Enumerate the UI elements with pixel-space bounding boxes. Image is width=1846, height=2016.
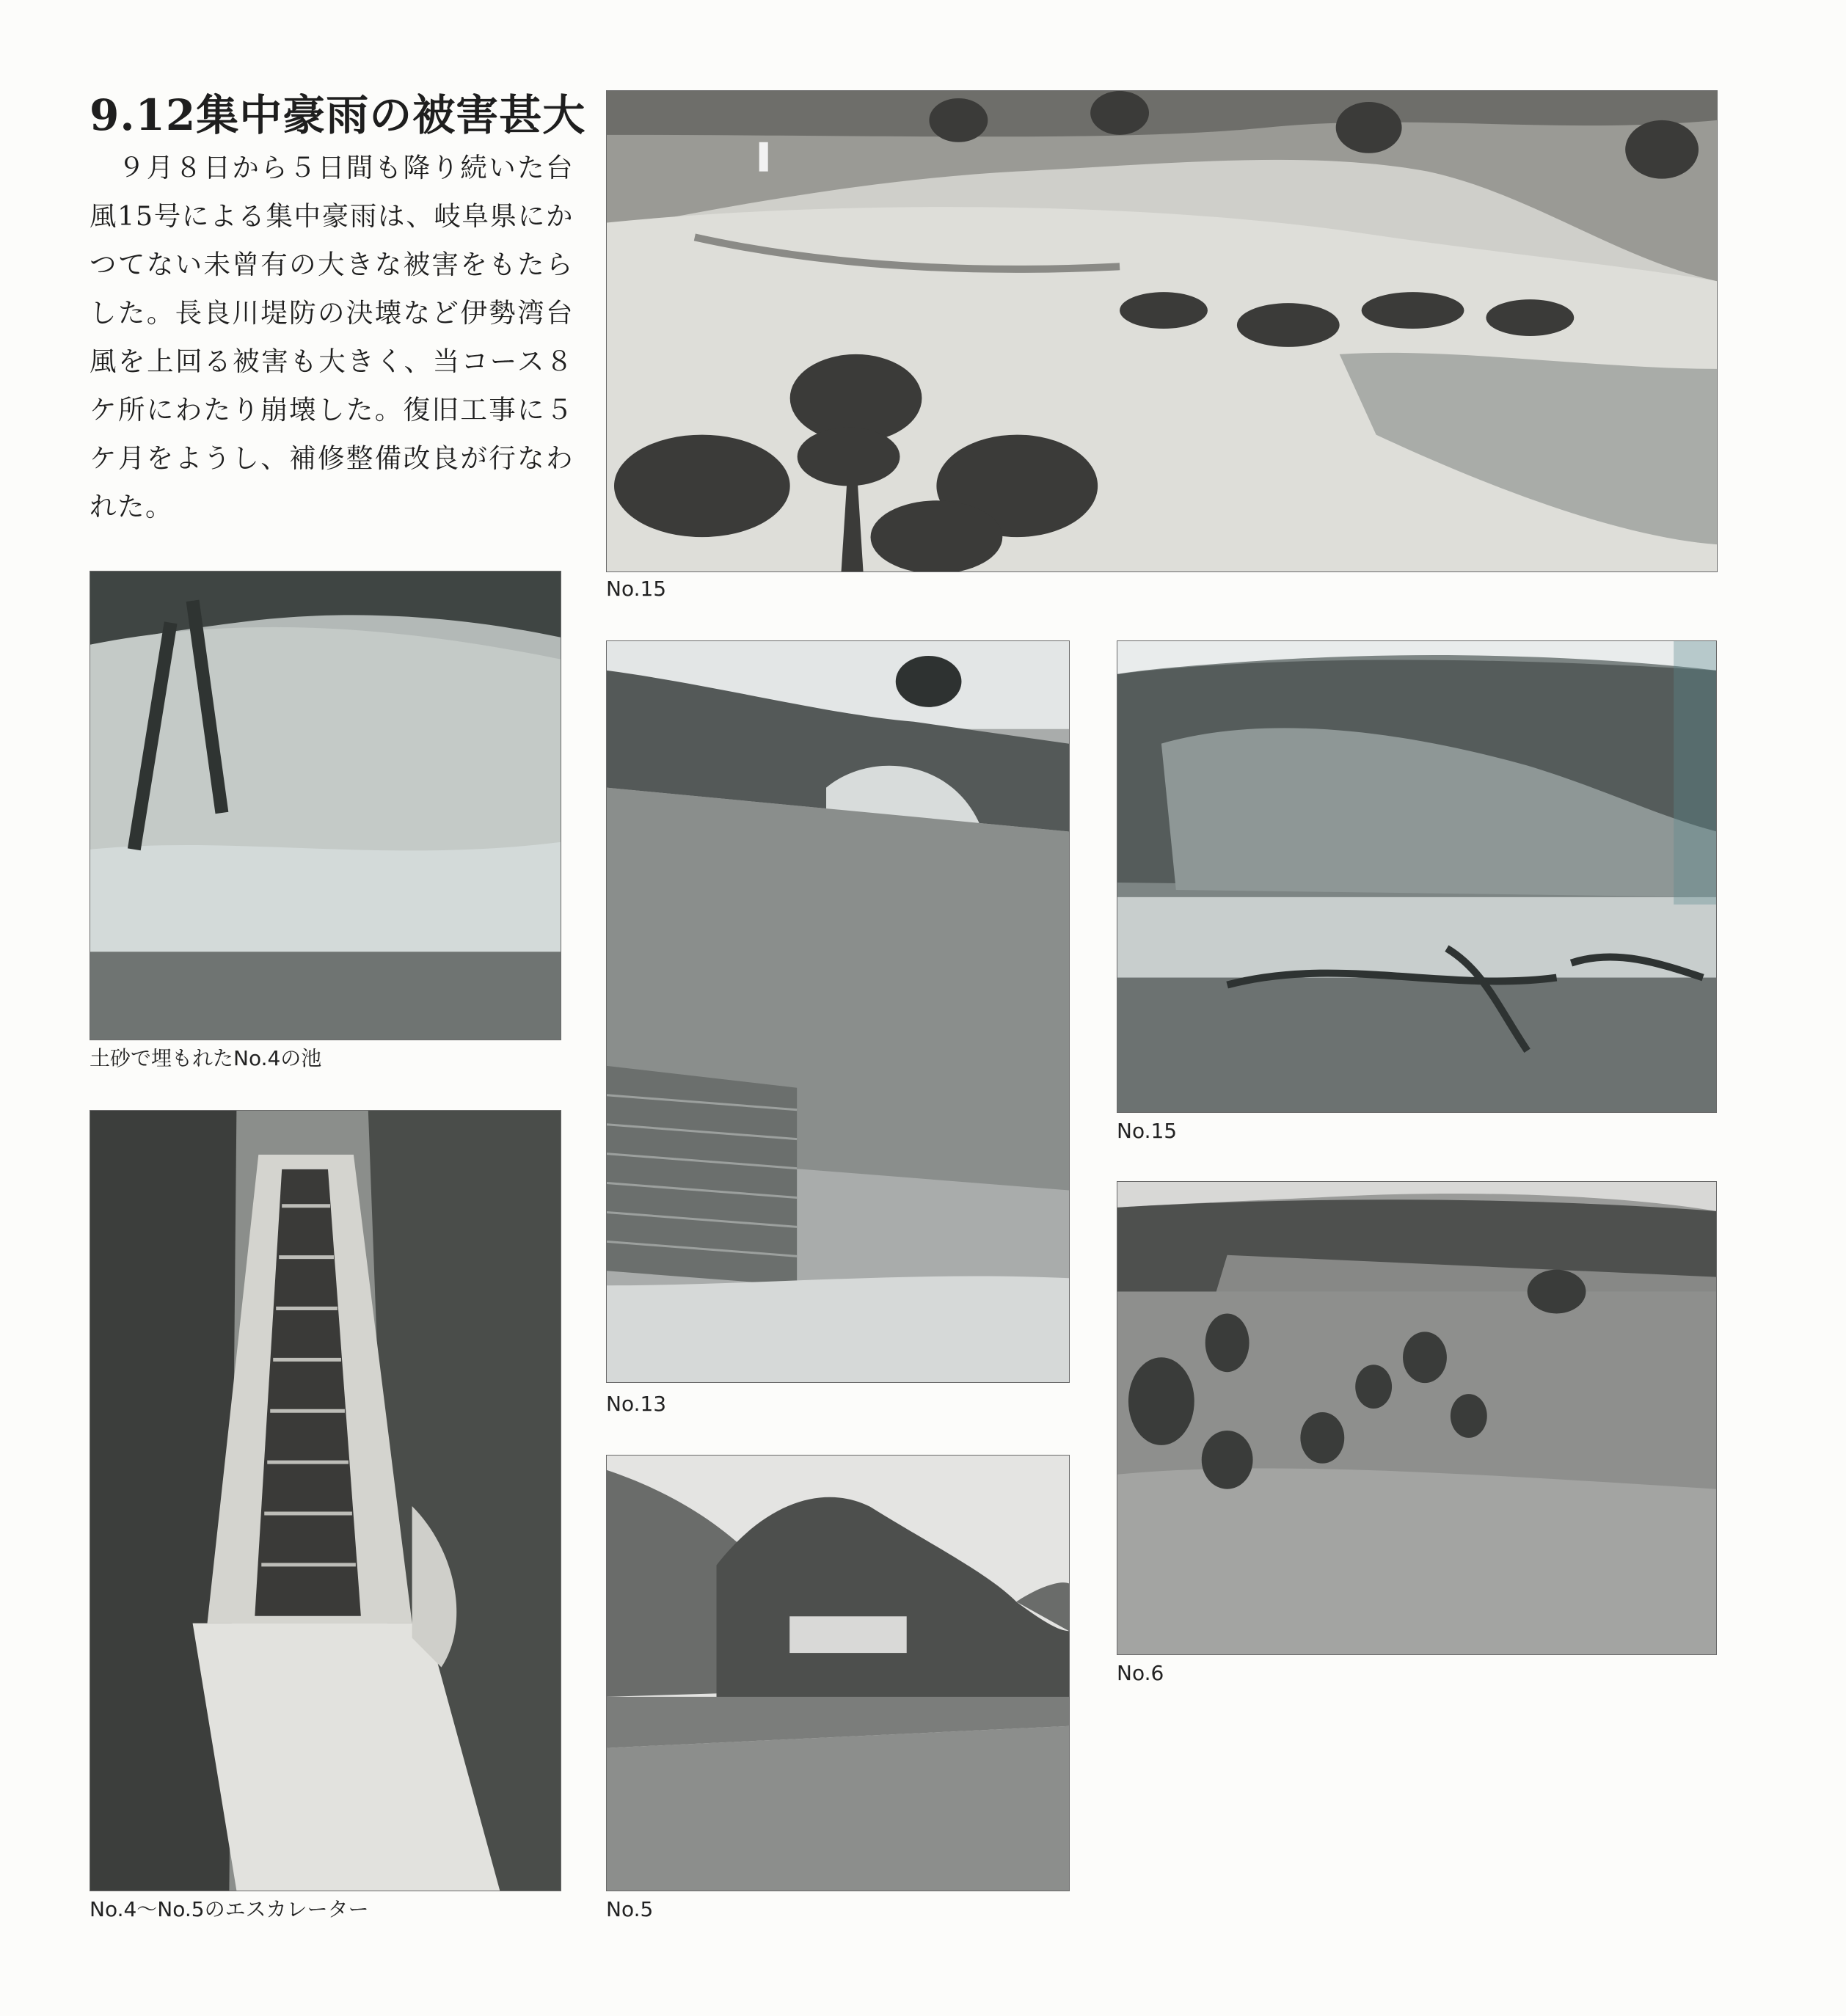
- photo-no13-cliff: [606, 640, 1070, 1383]
- photo-no6-hillside: [1117, 1181, 1717, 1655]
- caption-escalator: No.4〜No.5のエスカレーター: [90, 1897, 369, 1921]
- article-body: ９月８日から５日間も降り続いた台風15号による集中豪雨は、岐阜県にかつてない未曾有の大きな被害をもたらした。長良川堤防の決壊など伊勢湾台風を上回る被害も大きく、当コース８ケ所にわたり崩壊した。復旧工事に５ケ月をようし、補修整備改良が行なわれた。: [90, 152, 574, 522]
- caption-no5: No.5: [606, 1897, 654, 1921]
- caption-no15-gully: No.15: [1117, 1119, 1178, 1143]
- photo-escalator: [90, 1110, 561, 1891]
- photo-no5-valley: [606, 1455, 1070, 1891]
- photo-no15-panorama: [606, 90, 1718, 572]
- article-title: 9.12集中豪雨の被害甚大: [90, 90, 586, 140]
- caption-no13: No.13: [606, 1392, 667, 1416]
- caption-no4-pond: 土砂で埋もれたNo.4の池: [90, 1046, 322, 1070]
- photo-no4-pond: [90, 571, 561, 1040]
- caption-no6: No.6: [1117, 1661, 1164, 1685]
- photo-no15-gully: [1117, 640, 1717, 1113]
- caption-no15-panorama: No.15: [606, 577, 667, 601]
